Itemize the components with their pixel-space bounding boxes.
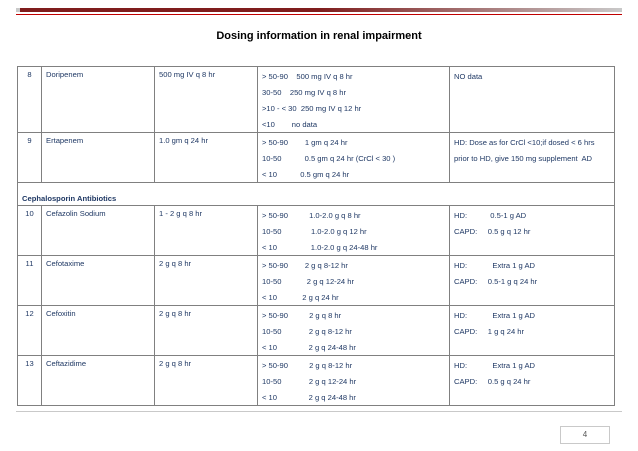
drug-name: Cefotaxime [42, 256, 155, 306]
row-number: 10 [18, 206, 42, 256]
normal-dose: 1.0 gm q 24 hr [155, 133, 258, 183]
renal-dose-line: > 50-90 2 g q 8 hr [262, 311, 342, 320]
dialysis-line: CAPD: 0.5-1 g q 24 hr [454, 277, 538, 286]
renal-dose-line: >10 - < 30 250 mg IV q 12 hr [262, 104, 362, 113]
drug-name: Ceftazidime [42, 356, 155, 406]
section-row [18, 183, 615, 206]
page-title: Dosing information in renal impairment [216, 30, 422, 42]
row-number: 8 [18, 67, 42, 133]
renal-dose-line: 10-50 1.0-2.0 g q 12 hr [262, 227, 367, 236]
row-number: 9 [18, 133, 42, 183]
renal-dose-line: 10-50 2 g q 8-12 hr [262, 327, 352, 336]
renal-dose-cell [258, 67, 450, 133]
dialysis-line: CAPD: 1 g q 24 hr [454, 327, 525, 336]
renal-dose-cell [258, 356, 450, 406]
renal-dose-line: < 10 2 g q 24-48 hr [262, 393, 356, 402]
table-row [18, 206, 615, 256]
renal-dose-line: 10-50 0.5 gm q 24 hr (CrCl < 30 ) [262, 154, 396, 163]
renal-dose-line: 10-50 2 g q 12-24 hr [262, 277, 355, 286]
normal-dose: 1 - 2 g q 8 hr [155, 206, 258, 256]
dialysis-cell [450, 133, 615, 183]
dialysis-cell [450, 306, 615, 356]
renal-dose-line: < 10 0.5 gm q 24 hr [262, 170, 350, 179]
dialysis-cell [450, 256, 615, 306]
renal-dose-line: < 10 1.0-2.0 g q 24-48 hr [262, 243, 378, 252]
row-number: 13 [18, 356, 42, 406]
dialysis-line: HD: Extra 1 g AD [454, 311, 536, 320]
normal-dose: 2 g q 8 hr [155, 356, 258, 406]
renal-dose-line: <10 no data [262, 120, 318, 129]
dialysis-line: HD: 0.5-1 g AD [454, 211, 527, 220]
dialysis-line: HD: Extra 1 g AD [454, 261, 536, 270]
table-row [18, 306, 615, 356]
row-number: 11 [18, 256, 42, 306]
dialysis-cell [450, 356, 615, 406]
renal-dose-cell [258, 256, 450, 306]
header-rule [16, 8, 622, 12]
footer-rule [16, 411, 622, 412]
dialysis-line: HD: Dose as for CrCl <10;if dosed < 6 hrs [454, 138, 595, 147]
dosing-table [17, 66, 615, 406]
renal-dose-cell [258, 133, 450, 183]
dialysis-cell [450, 206, 615, 256]
renal-dose-line: > 50-90 500 mg IV q 8 hr [262, 72, 353, 81]
page-number: 4 [560, 426, 610, 444]
table-row [18, 356, 615, 406]
drug-name: Ertapenem [42, 133, 155, 183]
renal-dose-line: > 50-90 1 gm q 24 hr [262, 138, 348, 147]
normal-dose: 500 mg IV q 8 hr [155, 67, 258, 133]
drug-name: Cefazolin Sodium [42, 206, 155, 256]
normal-dose: 2 g q 8 hr [155, 306, 258, 356]
normal-dose: 2 g q 8 hr [155, 256, 258, 306]
renal-dose-line: > 50-90 2 g q 8-12 hr [262, 361, 353, 370]
renal-dose-cell [258, 206, 450, 256]
section-heading: Cephalosporin Antibiotics [18, 183, 615, 206]
dialysis-line: CAPD: 0.5 g q 12 hr [454, 227, 531, 236]
renal-dose-line: < 10 2 g q 24 hr [262, 293, 339, 302]
header-rule-thin [16, 14, 622, 15]
renal-dose-line: < 10 2 g q 24-48 hr [262, 343, 356, 352]
table-row [18, 67, 615, 133]
renal-dose-line: 10-50 2 g q 12-24 hr [262, 377, 357, 386]
renal-dose-line: > 50-90 2 g q 8-12 hr [262, 261, 348, 270]
dialysis-line: prior to HD, give 150 mg supplement AD [454, 154, 593, 163]
drug-name: Cefoxitin [42, 306, 155, 356]
dialysis-line: CAPD: 0.5 g q 24 hr [454, 377, 531, 386]
dialysis-cell [450, 67, 615, 133]
renal-dose-cell [258, 306, 450, 356]
dialysis-line: NO data [454, 72, 483, 81]
dialysis-line: HD: Extra 1 g AD [454, 361, 536, 370]
renal-dose-line: > 50-90 1.0-2.0 g q 8 hr [262, 211, 361, 220]
drug-name: Doripenem [42, 67, 155, 133]
table-row [18, 133, 615, 183]
renal-dose-line: 30-50 250 mg IV q 8 hr [262, 88, 347, 97]
row-number: 12 [18, 306, 42, 356]
table-row [18, 256, 615, 306]
